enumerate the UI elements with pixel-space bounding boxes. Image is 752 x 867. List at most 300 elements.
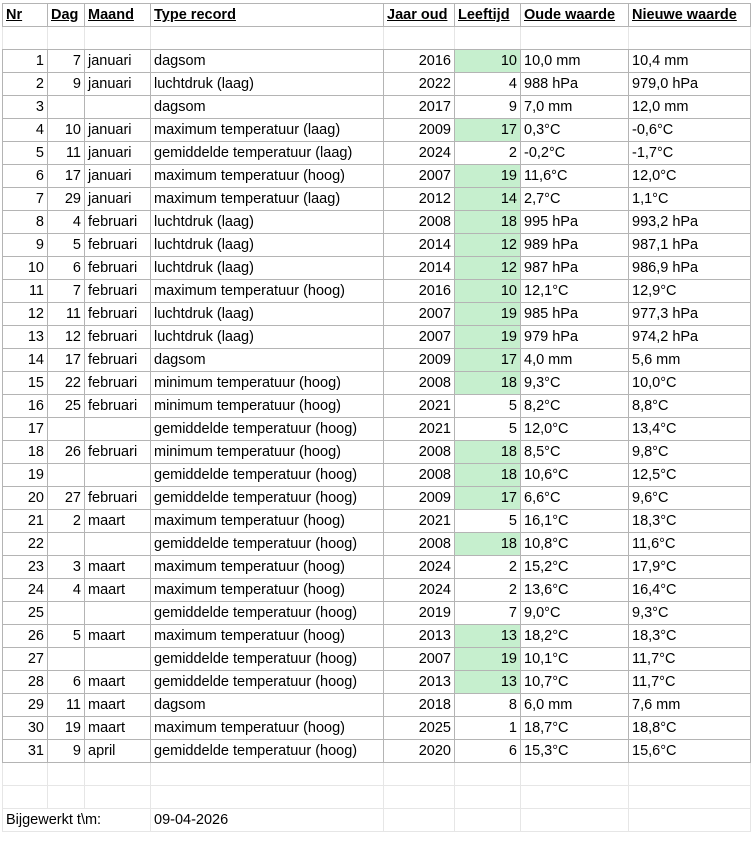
cell-jaar-oud[interactable]: 2008 bbox=[384, 441, 455, 464]
cell-type-record[interactable]: gemiddelde temperatuur (hoog) bbox=[151, 671, 384, 694]
cell-leeftijd[interactable]: 9 bbox=[455, 96, 521, 119]
cell-jaar-oud[interactable]: 2008 bbox=[384, 372, 455, 395]
cell-leeftijd[interactable]: 12 bbox=[455, 257, 521, 280]
cell-type-record[interactable]: minimum temperatuur (hoog) bbox=[151, 441, 384, 464]
cell-maand[interactable]: februari bbox=[85, 487, 151, 510]
cell-nieuwe-waarde[interactable]: -0,6°C bbox=[629, 119, 751, 142]
cell-dag[interactable]: 9 bbox=[48, 740, 85, 763]
cell-dag[interactable]: 25 bbox=[48, 395, 85, 418]
cell-maand[interactable]: februari bbox=[85, 349, 151, 372]
cell-leeftijd[interactable]: 17 bbox=[455, 487, 521, 510]
cell-leeftijd[interactable]: 17 bbox=[455, 349, 521, 372]
cell-jaar-oud[interactable]: 2007 bbox=[384, 648, 455, 671]
cell-dag[interactable] bbox=[48, 602, 85, 625]
cell-dag[interactable]: 17 bbox=[48, 349, 85, 372]
cell-nr[interactable]: 6 bbox=[3, 165, 48, 188]
cell-leeftijd[interactable]: 13 bbox=[455, 671, 521, 694]
header-maand[interactable]: Maand bbox=[85, 4, 151, 27]
cell-oude-waarde[interactable]: 10,7°C bbox=[521, 671, 629, 694]
cell-oude-waarde[interactable]: 987 hPa bbox=[521, 257, 629, 280]
cell-oude-waarde[interactable]: 2,7°C bbox=[521, 188, 629, 211]
cell-nr[interactable]: 7 bbox=[3, 188, 48, 211]
cell-jaar-oud[interactable]: 2007 bbox=[384, 303, 455, 326]
cell-nr[interactable]: 28 bbox=[3, 671, 48, 694]
cell[interactable] bbox=[151, 786, 384, 809]
cell-dag[interactable]: 6 bbox=[48, 257, 85, 280]
cell[interactable] bbox=[384, 27, 455, 50]
cell-leeftijd[interactable]: 7 bbox=[455, 602, 521, 625]
cell[interactable] bbox=[521, 809, 629, 832]
cell-oude-waarde[interactable]: 989 hPa bbox=[521, 234, 629, 257]
cell-dag[interactable] bbox=[48, 418, 85, 441]
cell-jaar-oud[interactable]: 2014 bbox=[384, 257, 455, 280]
cell-leeftijd[interactable]: 4 bbox=[455, 73, 521, 96]
cell[interactable] bbox=[455, 786, 521, 809]
cell-leeftijd[interactable]: 19 bbox=[455, 165, 521, 188]
cell-oude-waarde[interactable]: 18,7°C bbox=[521, 717, 629, 740]
cell-nieuwe-waarde[interactable]: 993,2 hPa bbox=[629, 211, 751, 234]
cell-jaar-oud[interactable]: 2007 bbox=[384, 326, 455, 349]
cell-dag[interactable]: 4 bbox=[48, 579, 85, 602]
cell-type-record[interactable]: luchtdruk (laag) bbox=[151, 234, 384, 257]
cell-oude-waarde[interactable]: 995 hPa bbox=[521, 211, 629, 234]
cell-maand[interactable]: januari bbox=[85, 165, 151, 188]
cell-dag[interactable]: 7 bbox=[48, 50, 85, 73]
cell-maand[interactable]: februari bbox=[85, 372, 151, 395]
cell-nieuwe-waarde[interactable]: 12,0 mm bbox=[629, 96, 751, 119]
cell-leeftijd[interactable]: 19 bbox=[455, 648, 521, 671]
cell-oude-waarde[interactable]: 6,0 mm bbox=[521, 694, 629, 717]
cell-jaar-oud[interactable]: 2018 bbox=[384, 694, 455, 717]
cell-type-record[interactable]: dagsom bbox=[151, 50, 384, 73]
cell-nr[interactable]: 18 bbox=[3, 441, 48, 464]
cell[interactable] bbox=[48, 786, 85, 809]
cell-leeftijd[interactable]: 18 bbox=[455, 372, 521, 395]
cell-maand[interactable]: maart bbox=[85, 717, 151, 740]
cell-nr[interactable]: 12 bbox=[3, 303, 48, 326]
cell-maand[interactable]: februari bbox=[85, 441, 151, 464]
cell-maand[interactable]: maart bbox=[85, 556, 151, 579]
cell-jaar-oud[interactable]: 2016 bbox=[384, 50, 455, 73]
cell-type-record[interactable]: maximum temperatuur (laag) bbox=[151, 188, 384, 211]
header-row bbox=[3, 4, 751, 27]
table-row bbox=[3, 372, 751, 395]
cell-leeftijd[interactable]: 14 bbox=[455, 188, 521, 211]
cell-nr[interactable]: 30 bbox=[3, 717, 48, 740]
cell-type-record[interactable]: minimum temperatuur (hoog) bbox=[151, 372, 384, 395]
cell-nieuwe-waarde[interactable]: 1,1°C bbox=[629, 188, 751, 211]
cell-nieuwe-waarde[interactable]: 986,9 hPa bbox=[629, 257, 751, 280]
cell-jaar-oud[interactable]: 2024 bbox=[384, 556, 455, 579]
cell-maand[interactable]: april bbox=[85, 740, 151, 763]
cell-oude-waarde[interactable]: 10,0 mm bbox=[521, 50, 629, 73]
cell-nr[interactable]: 1 bbox=[3, 50, 48, 73]
header-oude-waarde[interactable]: Oude waarde bbox=[521, 4, 629, 27]
cell-leeftijd[interactable]: 19 bbox=[455, 303, 521, 326]
cell-type-record[interactable]: gemiddelde temperatuur (laag) bbox=[151, 142, 384, 165]
cell-maand[interactable]: januari bbox=[85, 188, 151, 211]
cell-leeftijd[interactable]: 13 bbox=[455, 625, 521, 648]
cell-dag[interactable]: 11 bbox=[48, 142, 85, 165]
cell-nieuwe-waarde[interactable]: 18,3°C bbox=[629, 625, 751, 648]
cell-type-record[interactable]: gemiddelde temperatuur (hoog) bbox=[151, 648, 384, 671]
empty-row bbox=[3, 763, 751, 786]
cell-type-record[interactable]: gemiddelde temperatuur (hoog) bbox=[151, 602, 384, 625]
cell-oude-waarde[interactable]: 12,1°C bbox=[521, 280, 629, 303]
cell-type-record[interactable]: gemiddelde temperatuur (hoog) bbox=[151, 740, 384, 763]
cell-nr[interactable]: 29 bbox=[3, 694, 48, 717]
cell-dag[interactable]: 17 bbox=[48, 165, 85, 188]
cell-maand[interactable] bbox=[85, 533, 151, 556]
cell-nieuwe-waarde[interactable]: 15,6°C bbox=[629, 740, 751, 763]
cell-dag[interactable]: 11 bbox=[48, 694, 85, 717]
cell-maand[interactable]: januari bbox=[85, 119, 151, 142]
cell-nr[interactable]: 23 bbox=[3, 556, 48, 579]
cell-jaar-oud[interactable]: 2014 bbox=[384, 234, 455, 257]
cell[interactable] bbox=[151, 27, 384, 50]
cell[interactable] bbox=[455, 27, 521, 50]
cell-nieuwe-waarde[interactable]: 7,6 mm bbox=[629, 694, 751, 717]
cell-type-record[interactable]: dagsom bbox=[151, 694, 384, 717]
table-row bbox=[3, 165, 751, 188]
cell-dag[interactable]: 29 bbox=[48, 188, 85, 211]
cell-jaar-oud[interactable]: 2021 bbox=[384, 395, 455, 418]
cell-nieuwe-waarde[interactable]: 977,3 hPa bbox=[629, 303, 751, 326]
cell-type-record[interactable]: dagsom bbox=[151, 96, 384, 119]
cell-nieuwe-waarde[interactable]: 9,8°C bbox=[629, 441, 751, 464]
cell-oude-waarde[interactable]: 985 hPa bbox=[521, 303, 629, 326]
cell-oude-waarde[interactable]: 10,6°C bbox=[521, 464, 629, 487]
cell-nr[interactable]: 14 bbox=[3, 349, 48, 372]
cell-dag[interactable] bbox=[48, 96, 85, 119]
cell-oude-waarde[interactable]: 11,6°C bbox=[521, 165, 629, 188]
cell[interactable] bbox=[455, 809, 521, 832]
cell-type-record[interactable]: dagsom bbox=[151, 349, 384, 372]
cell-maand[interactable]: maart bbox=[85, 694, 151, 717]
cell-dag[interactable]: 3 bbox=[48, 556, 85, 579]
cell-leeftijd[interactable]: 18 bbox=[455, 211, 521, 234]
cell[interactable] bbox=[629, 809, 751, 832]
table-row bbox=[3, 188, 751, 211]
cell[interactable] bbox=[3, 763, 48, 786]
cell-nieuwe-waarde[interactable]: 5,6 mm bbox=[629, 349, 751, 372]
cell-dag[interactable]: 6 bbox=[48, 671, 85, 694]
cell-nr[interactable]: 8 bbox=[3, 211, 48, 234]
cell-oude-waarde[interactable]: 15,3°C bbox=[521, 740, 629, 763]
cell-nieuwe-waarde[interactable]: 10,0°C bbox=[629, 372, 751, 395]
table-row bbox=[3, 533, 751, 556]
cell-type-record[interactable]: gemiddelde temperatuur (hoog) bbox=[151, 533, 384, 556]
cell-type-record[interactable]: minimum temperatuur (hoog) bbox=[151, 395, 384, 418]
cell-nr[interactable]: 10 bbox=[3, 257, 48, 280]
cell-oude-waarde[interactable]: 10,8°C bbox=[521, 533, 629, 556]
header-nieuwe-waarde[interactable]: Nieuwe waarde bbox=[629, 4, 751, 27]
cell-jaar-oud[interactable]: 2025 bbox=[384, 717, 455, 740]
cell-oude-waarde[interactable]: 10,1°C bbox=[521, 648, 629, 671]
header-type-record[interactable]: Type record bbox=[151, 4, 384, 27]
cell-jaar-oud[interactable]: 2008 bbox=[384, 211, 455, 234]
cell-type-record[interactable]: luchtdruk (laag) bbox=[151, 211, 384, 234]
cell-dag[interactable]: 27 bbox=[48, 487, 85, 510]
cell-jaar-oud[interactable]: 2020 bbox=[384, 740, 455, 763]
cell-nieuwe-waarde[interactable]: 18,8°C bbox=[629, 717, 751, 740]
cell[interactable] bbox=[521, 27, 629, 50]
cell-jaar-oud[interactable]: 2024 bbox=[384, 142, 455, 165]
cell[interactable] bbox=[151, 763, 384, 786]
cell-dag[interactable]: 10 bbox=[48, 119, 85, 142]
header-dag[interactable]: Dag bbox=[48, 4, 85, 27]
header-nr[interactable]: Nr bbox=[3, 4, 48, 27]
cell-leeftijd[interactable]: 10 bbox=[455, 50, 521, 73]
cell-jaar-oud[interactable]: 2012 bbox=[384, 188, 455, 211]
cell-nr[interactable]: 21 bbox=[3, 510, 48, 533]
cell-dag[interactable]: 9 bbox=[48, 73, 85, 96]
cell-dag[interactable]: 22 bbox=[48, 372, 85, 395]
cell[interactable] bbox=[3, 786, 48, 809]
cell-jaar-oud[interactable]: 2007 bbox=[384, 165, 455, 188]
cell[interactable] bbox=[85, 786, 151, 809]
cell-oude-waarde[interactable]: 8,5°C bbox=[521, 441, 629, 464]
cell-dag[interactable]: 11 bbox=[48, 303, 85, 326]
table-row bbox=[3, 740, 751, 763]
cell[interactable] bbox=[48, 27, 85, 50]
cell-type-record[interactable]: maximum temperatuur (laag) bbox=[151, 119, 384, 142]
cell-nieuwe-waarde[interactable]: 12,5°C bbox=[629, 464, 751, 487]
cell-jaar-oud[interactable]: 2009 bbox=[384, 119, 455, 142]
cell-nr[interactable]: 19 bbox=[3, 464, 48, 487]
cell-oude-waarde[interactable]: -0,2°C bbox=[521, 142, 629, 165]
cell-jaar-oud[interactable]: 2022 bbox=[384, 73, 455, 96]
cell-jaar-oud[interactable]: 2016 bbox=[384, 280, 455, 303]
cell[interactable] bbox=[85, 763, 151, 786]
cell-maand[interactable]: februari bbox=[85, 395, 151, 418]
cell-dag[interactable]: 7 bbox=[48, 280, 85, 303]
table-row bbox=[3, 142, 751, 165]
cell-leeftijd[interactable]: 5 bbox=[455, 395, 521, 418]
cell-nieuwe-waarde[interactable]: 16,4°C bbox=[629, 579, 751, 602]
cell-leeftijd[interactable]: 18 bbox=[455, 464, 521, 487]
cell[interactable] bbox=[629, 27, 751, 50]
cell-jaar-oud[interactable]: 2008 bbox=[384, 464, 455, 487]
cell-dag[interactable]: 19 bbox=[48, 717, 85, 740]
cell-nieuwe-waarde[interactable]: 9,3°C bbox=[629, 602, 751, 625]
cell-type-record[interactable]: maximum temperatuur (hoog) bbox=[151, 625, 384, 648]
cell-leeftijd[interactable]: 5 bbox=[455, 510, 521, 533]
cell-type-record[interactable]: luchtdruk (laag) bbox=[151, 303, 384, 326]
table-row bbox=[3, 464, 751, 487]
cell-maand[interactable]: maart bbox=[85, 579, 151, 602]
cell-dag[interactable] bbox=[48, 464, 85, 487]
cell[interactable] bbox=[521, 786, 629, 809]
cell-jaar-oud[interactable]: 2021 bbox=[384, 418, 455, 441]
cell-maand[interactable] bbox=[85, 464, 151, 487]
cell-maand[interactable]: maart bbox=[85, 625, 151, 648]
cell-oude-waarde[interactable]: 8,2°C bbox=[521, 395, 629, 418]
cell-nieuwe-waarde[interactable]: -1,7°C bbox=[629, 142, 751, 165]
cell[interactable] bbox=[629, 786, 751, 809]
cell-nr[interactable]: 5 bbox=[3, 142, 48, 165]
cell[interactable] bbox=[455, 763, 521, 786]
cell-oude-waarde[interactable]: 15,2°C bbox=[521, 556, 629, 579]
cell-nr[interactable]: 4 bbox=[3, 119, 48, 142]
cell-nr[interactable]: 15 bbox=[3, 372, 48, 395]
cell-nieuwe-waarde[interactable]: 979,0 hPa bbox=[629, 73, 751, 96]
cell-maand[interactable]: februari bbox=[85, 257, 151, 280]
cell-maand[interactable] bbox=[85, 418, 151, 441]
cell-oude-waarde[interactable]: 9,3°C bbox=[521, 372, 629, 395]
cell[interactable] bbox=[384, 786, 455, 809]
cell-leeftijd[interactable]: 2 bbox=[455, 579, 521, 602]
cell-jaar-oud[interactable]: 2017 bbox=[384, 96, 455, 119]
cell-maand[interactable]: januari bbox=[85, 142, 151, 165]
cell-oude-waarde[interactable]: 988 hPa bbox=[521, 73, 629, 96]
cell[interactable] bbox=[521, 763, 629, 786]
cell-nr[interactable]: 11 bbox=[3, 280, 48, 303]
cell-nieuwe-waarde[interactable]: 11,7°C bbox=[629, 648, 751, 671]
cell[interactable] bbox=[48, 763, 85, 786]
cell-nr[interactable]: 26 bbox=[3, 625, 48, 648]
cell-nr[interactable]: 9 bbox=[3, 234, 48, 257]
cell-maand[interactable]: februari bbox=[85, 280, 151, 303]
cell[interactable] bbox=[384, 809, 455, 832]
cell-jaar-oud[interactable]: 2009 bbox=[384, 349, 455, 372]
cell-nieuwe-waarde[interactable]: 987,1 hPa bbox=[629, 234, 751, 257]
cell-leeftijd[interactable]: 18 bbox=[455, 441, 521, 464]
cell-leeftijd[interactable]: 18 bbox=[455, 533, 521, 556]
cell-nieuwe-waarde[interactable]: 11,6°C bbox=[629, 533, 751, 556]
cell-nieuwe-waarde[interactable]: 9,6°C bbox=[629, 487, 751, 510]
cell-maand[interactable]: maart bbox=[85, 671, 151, 694]
cell-nr[interactable]: 22 bbox=[3, 533, 48, 556]
cell-dag[interactable]: 4 bbox=[48, 211, 85, 234]
cell-oude-waarde[interactable]: 9,0°C bbox=[521, 602, 629, 625]
cell-leeftijd[interactable]: 8 bbox=[455, 694, 521, 717]
cell-dag[interactable]: 5 bbox=[48, 234, 85, 257]
table-row bbox=[3, 648, 751, 671]
cell-type-record[interactable]: gemiddelde temperatuur (hoog) bbox=[151, 418, 384, 441]
cell-nieuwe-waarde[interactable]: 974,2 hPa bbox=[629, 326, 751, 349]
cell-type-record[interactable]: luchtdruk (laag) bbox=[151, 257, 384, 280]
updated-row bbox=[3, 809, 751, 832]
cell-nieuwe-waarde[interactable]: 10,4 mm bbox=[629, 50, 751, 73]
cell-jaar-oud[interactable]: 2013 bbox=[384, 671, 455, 694]
cell-type-record[interactable]: maximum temperatuur (hoog) bbox=[151, 579, 384, 602]
cell[interactable] bbox=[85, 27, 151, 50]
cell-dag[interactable]: 5 bbox=[48, 625, 85, 648]
cell-oude-waarde[interactable]: 16,1°C bbox=[521, 510, 629, 533]
cell-leeftijd[interactable]: 19 bbox=[455, 326, 521, 349]
cell-maand[interactable]: februari bbox=[85, 211, 151, 234]
cell-leeftijd[interactable]: 1 bbox=[455, 717, 521, 740]
cell-oude-waarde[interactable]: 13,6°C bbox=[521, 579, 629, 602]
cell-nr[interactable]: 13 bbox=[3, 326, 48, 349]
cell-maand[interactable]: januari bbox=[85, 50, 151, 73]
empty-row bbox=[3, 27, 751, 50]
cell-maand[interactable] bbox=[85, 648, 151, 671]
table-row bbox=[3, 671, 751, 694]
cell-type-record[interactable]: maximum temperatuur (hoog) bbox=[151, 717, 384, 740]
cell-nr[interactable]: 2 bbox=[3, 73, 48, 96]
cell-nieuwe-waarde[interactable]: 18,3°C bbox=[629, 510, 751, 533]
cell-maand[interactable]: maart bbox=[85, 510, 151, 533]
cell-maand[interactable]: februari bbox=[85, 303, 151, 326]
cell-dag[interactable]: 26 bbox=[48, 441, 85, 464]
cell-jaar-oud[interactable]: 2009 bbox=[384, 487, 455, 510]
cell-type-record[interactable]: maximum temperatuur (hoog) bbox=[151, 510, 384, 533]
cell-leeftijd[interactable]: 2 bbox=[455, 556, 521, 579]
cell[interactable] bbox=[384, 763, 455, 786]
cell-leeftijd[interactable]: 2 bbox=[455, 142, 521, 165]
cell-dag[interactable]: 12 bbox=[48, 326, 85, 349]
cell-oude-waarde[interactable]: 12,0°C bbox=[521, 418, 629, 441]
cell-dag[interactable] bbox=[48, 648, 85, 671]
cell-oude-waarde[interactable]: 7,0 mm bbox=[521, 96, 629, 119]
cell[interactable] bbox=[3, 27, 48, 50]
cell-leeftijd[interactable]: 5 bbox=[455, 418, 521, 441]
cell-nr[interactable]: 24 bbox=[3, 579, 48, 602]
cell-dag[interactable]: 2 bbox=[48, 510, 85, 533]
cell-type-record[interactable]: gemiddelde temperatuur (hoog) bbox=[151, 464, 384, 487]
cell-oude-waarde[interactable]: 979 hPa bbox=[521, 326, 629, 349]
cell-type-record[interactable]: maximum temperatuur (hoog) bbox=[151, 280, 384, 303]
cell-leeftijd[interactable]: 17 bbox=[455, 119, 521, 142]
table-row bbox=[3, 694, 751, 717]
cell-leeftijd[interactable]: 12 bbox=[455, 234, 521, 257]
updated-label[interactable]: Bijgewerkt t\m: bbox=[3, 809, 151, 832]
cell-jaar-oud[interactable]: 2013 bbox=[384, 625, 455, 648]
cell-jaar-oud[interactable]: 2008 bbox=[384, 533, 455, 556]
cell-nr[interactable]: 31 bbox=[3, 740, 48, 763]
cell-maand[interactable] bbox=[85, 96, 151, 119]
cell-type-record[interactable]: maximum temperatuur (hoog) bbox=[151, 556, 384, 579]
cell-type-record[interactable]: gemiddelde temperatuur (hoog) bbox=[151, 487, 384, 510]
cell-jaar-oud[interactable]: 2024 bbox=[384, 579, 455, 602]
cell-nr[interactable]: 25 bbox=[3, 602, 48, 625]
cell-nr[interactable]: 27 bbox=[3, 648, 48, 671]
cell-nr[interactable]: 20 bbox=[3, 487, 48, 510]
cell-oude-waarde[interactable]: 6,6°C bbox=[521, 487, 629, 510]
cell-oude-waarde[interactable]: 0,3°C bbox=[521, 119, 629, 142]
cell-nr[interactable]: 17 bbox=[3, 418, 48, 441]
cell-type-record[interactable]: maximum temperatuur (hoog) bbox=[151, 165, 384, 188]
cell-leeftijd[interactable]: 6 bbox=[455, 740, 521, 763]
cell-maand[interactable]: januari bbox=[85, 73, 151, 96]
cell-oude-waarde[interactable]: 18,2°C bbox=[521, 625, 629, 648]
cell-nieuwe-waarde[interactable]: 11,7°C bbox=[629, 671, 751, 694]
cell-nieuwe-waarde[interactable]: 13,4°C bbox=[629, 418, 751, 441]
cell[interactable] bbox=[629, 763, 751, 786]
cell-nieuwe-waarde[interactable]: 12,0°C bbox=[629, 165, 751, 188]
header-leeftijd[interactable]: Leeftijd bbox=[455, 4, 521, 27]
header-jaar-oud[interactable]: Jaar oud bbox=[384, 4, 455, 27]
cell-maand[interactable]: februari bbox=[85, 326, 151, 349]
cell-jaar-oud[interactable]: 2021 bbox=[384, 510, 455, 533]
cell-maand[interactable] bbox=[85, 602, 151, 625]
cell-nieuwe-waarde[interactable]: 17,9°C bbox=[629, 556, 751, 579]
cell-nieuwe-waarde[interactable]: 8,8°C bbox=[629, 395, 751, 418]
cell-dag[interactable] bbox=[48, 533, 85, 556]
cell-type-record[interactable]: luchtdruk (laag) bbox=[151, 326, 384, 349]
cell-maand[interactable]: februari bbox=[85, 234, 151, 257]
cell-jaar-oud[interactable]: 2019 bbox=[384, 602, 455, 625]
cell-leeftijd[interactable]: 10 bbox=[455, 280, 521, 303]
cell-nieuwe-waarde[interactable]: 12,9°C bbox=[629, 280, 751, 303]
updated-date[interactable]: 09-04-2026 bbox=[151, 809, 384, 832]
cell-type-record[interactable]: luchtdruk (laag) bbox=[151, 73, 384, 96]
cell-nr[interactable]: 3 bbox=[3, 96, 48, 119]
cell-nr[interactable]: 16 bbox=[3, 395, 48, 418]
cell-oude-waarde[interactable]: 4,0 mm bbox=[521, 349, 629, 372]
